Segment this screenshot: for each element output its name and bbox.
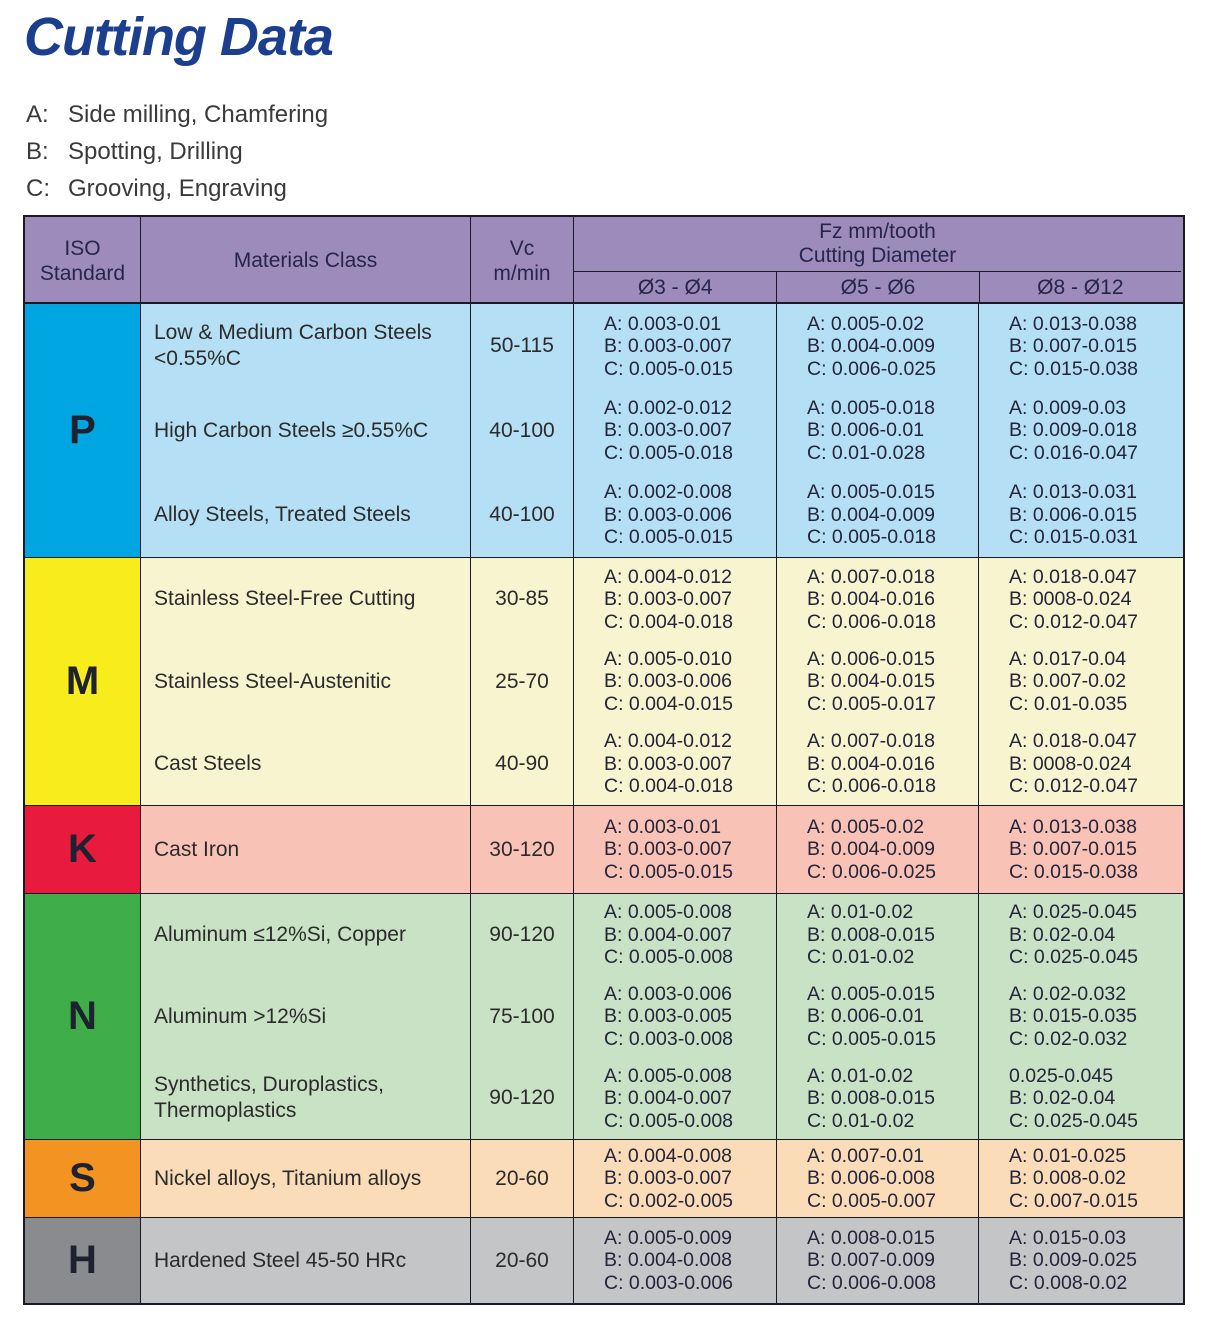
fz-line-b: B: 0.004-0.009 — [807, 335, 935, 357]
fz-cell-d8-d12 — [978, 640, 1181, 722]
legend-label: Grooving, Engraving — [68, 175, 287, 203]
material-cell: Synthetics, Duroplastics, Thermoplastics — [140, 1057, 470, 1139]
header-fz-line1: Fz mm/tooth — [819, 220, 936, 244]
table-row — [140, 806, 1183, 893]
section-p — [25, 304, 1183, 557]
fz-cell-d3-d4 — [573, 1218, 776, 1303]
fz-line-a: A: 0.004-0.012 — [604, 565, 732, 588]
fz-line-b: B: 0.003-0.006 — [604, 670, 732, 693]
fz-line-b: B: 0.003-0.006 — [604, 503, 732, 526]
table-row — [140, 473, 1183, 557]
legend-line-a — [26, 96, 1207, 133]
section-s — [25, 1139, 1183, 1217]
table-row — [140, 558, 1183, 640]
fz-cell-d5-d6 — [776, 388, 978, 472]
fz-line-c: C: 0.005-0.015 — [604, 357, 734, 380]
fz-line-c: C: 0.015-0.031 — [1009, 526, 1139, 549]
fz-cell-d8-d12 — [978, 806, 1181, 893]
fz-line-a: A: 0.003-0.01 — [604, 312, 722, 335]
vc-cell: 75-100 — [470, 976, 573, 1058]
fz-line-b: B: 0.006-0.008 — [807, 1167, 935, 1190]
fz-cell-d3-d4 — [573, 723, 776, 805]
legend — [26, 96, 1207, 207]
fz-line-c: C: 0.016-0.047 — [1009, 441, 1139, 464]
fz-line-b: B: 0.007-0.015 — [1009, 838, 1137, 861]
fz-line-c: C: 0.02-0.032 — [1009, 1027, 1128, 1050]
fz-line-a: A: 0.013-0.038 — [1009, 312, 1137, 335]
fz-line-a: A: 0.015-0.03 — [1009, 1226, 1127, 1249]
fz-line-a: A: 0.013-0.038 — [1009, 815, 1137, 838]
fz-line-c: C: 0.015-0.038 — [1009, 860, 1139, 883]
material-cell: Low & Medium Carbon Steels <0.55%C — [140, 304, 470, 388]
section-k — [25, 805, 1183, 893]
fz-line-a: A: 0.005-0.010 — [604, 647, 732, 670]
fz-cell-d5-d6 — [776, 558, 978, 640]
table-row — [140, 304, 1183, 388]
fz-line-b: B: 0.008-0.02 — [1009, 1167, 1127, 1190]
fz-line-b: B: 0.004-0.008 — [604, 1249, 732, 1272]
fz-line-b: B: 0.006-0.015 — [1009, 503, 1137, 526]
fz-line-c: C: 0.004-0.018 — [604, 775, 734, 798]
fz-line-b: B: 0.003-0.007 — [604, 838, 732, 861]
vc-cell: 30-120 — [470, 806, 573, 893]
fz-line-c: C: 0.012-0.047 — [1009, 610, 1139, 633]
vc-cell: 50-115 — [470, 304, 573, 388]
fz-cell-d5-d6 — [776, 723, 978, 805]
vc-cell: 40-100 — [470, 388, 573, 472]
fz-line-b: B: 0.004-0.009 — [807, 838, 935, 861]
fz-line-c: C: 0.005-0.017 — [807, 692, 937, 715]
fz-line-b: B: 0.006-0.01 — [807, 419, 925, 442]
legend-label: Side milling, Chamfering — [68, 101, 329, 129]
material-cell: Alloy Steels, Treated Steels — [140, 473, 470, 557]
header-iso-line2: Standard — [39, 261, 126, 285]
fz-line-c: C: 0.006-0.025 — [807, 860, 937, 883]
fz-cell-d5-d6 — [776, 894, 978, 976]
fz-line-b: B: 0.02-0.04 — [1009, 923, 1116, 946]
fz-cell-d8-d12 — [978, 473, 1181, 557]
header-fz-title — [574, 217, 1181, 271]
fz-cell-d8-d12 — [978, 1218, 1181, 1303]
fz-cell-d3-d4 — [573, 304, 776, 388]
fz-line-c: C: 0.006-0.018 — [807, 775, 937, 798]
fz-line-a: A: 0.002-0.008 — [604, 481, 732, 504]
fz-cell-d8-d12 — [978, 976, 1181, 1058]
fz-line-b: B: 0.003-0.007 — [604, 588, 732, 610]
fz-line-b: B: 0.004-0.009 — [807, 503, 935, 526]
fz-line-a: A: 0.005-0.02 — [807, 815, 925, 838]
fz-line-c: C: 0.01-0.02 — [807, 1109, 915, 1132]
header-diameter-8-12: Ø8 - Ø12 — [979, 272, 1181, 304]
iso-letter-k: K — [25, 806, 140, 893]
table-row — [140, 388, 1183, 472]
fz-cell-d8-d12 — [978, 723, 1181, 805]
fz-line-a: A: 0.009-0.03 — [1009, 396, 1127, 419]
fz-cell-d5-d6 — [776, 304, 978, 388]
fz-line-b: B: 0.009-0.025 — [1009, 1249, 1137, 1272]
fz-line-c: C: 0.005-0.008 — [604, 1109, 734, 1132]
header-materials-class: Materials Class — [140, 217, 470, 304]
header-vc-line1: Vc — [509, 236, 535, 260]
fz-line-a: A: 0.017-0.04 — [1009, 647, 1127, 670]
fz-line-a: A: 0.005-0.009 — [604, 1226, 732, 1249]
fz-line-b: B: 0.015-0.035 — [1009, 1005, 1137, 1028]
legend-line-c — [26, 170, 1207, 207]
header-iso-standard — [25, 217, 140, 304]
fz-line-c: C: 0.005-0.018 — [604, 441, 734, 464]
iso-letter-p: P — [25, 304, 140, 557]
section-h — [25, 1217, 1183, 1303]
fz-line-b: B: 0.003-0.007 — [604, 1167, 732, 1190]
header-diameter-3-4: Ø3 - Ø4 — [637, 276, 713, 300]
fz-line-a: 0.025-0.045 — [1009, 1064, 1114, 1087]
fz-cell-d5-d6 — [776, 1057, 978, 1139]
fz-line-b: B: 0.003-0.007 — [604, 752, 732, 775]
fz-line-c: C: 0.006-0.025 — [807, 357, 937, 380]
vc-cell: 90-120 — [470, 1057, 573, 1139]
fz-line-c: C: 0.007-0.015 — [1009, 1189, 1139, 1212]
fz-cell-d3-d4 — [573, 640, 776, 722]
fz-cell-d8-d12 — [978, 1057, 1181, 1139]
fz-line-a: A: 0.006-0.015 — [807, 647, 935, 670]
fz-line-b: B: 0008-0.024 — [1009, 588, 1132, 610]
fz-cell-d3-d4 — [573, 1057, 776, 1139]
table-row — [140, 894, 1183, 976]
fz-cell-d5-d6 — [776, 640, 978, 722]
material-cell: Cast Steels — [140, 723, 470, 805]
fz-cell-d5-d6 — [776, 1218, 978, 1303]
material-cell: Hardened Steel 45-50 HRc — [140, 1218, 470, 1303]
fz-line-a: A: 0.007-0.018 — [807, 565, 935, 588]
fz-cell-d5-d6 — [776, 976, 978, 1058]
fz-line-b: B: 0.004-0.016 — [807, 588, 935, 610]
fz-line-a: A: 0.005-0.015 — [807, 982, 935, 1005]
fz-line-b: B: 0.008-0.015 — [807, 1087, 935, 1110]
legend-key: C: — [26, 175, 50, 203]
iso-letter-m: M — [25, 558, 140, 805]
material-cell: Aluminum ≤12%Si, Copper — [140, 894, 470, 976]
legend-key: A: — [26, 101, 49, 129]
header-vc-line2: m/min — [493, 261, 551, 285]
fz-line-c: C: 0.01-0.028 — [807, 441, 926, 464]
header-fz-line2: Cutting Diameter — [798, 244, 957, 268]
table-row — [140, 1057, 1183, 1139]
vc-cell: 90-120 — [470, 894, 573, 976]
fz-line-c: C: 0.012-0.047 — [1009, 775, 1139, 798]
fz-line-b: B: 0.004-0.015 — [807, 670, 935, 693]
fz-line-b: B: 0.004-0.007 — [604, 1087, 732, 1110]
fz-line-a: A: 0.008-0.015 — [807, 1226, 935, 1249]
fz-line-b: B: 0.003-0.007 — [604, 419, 732, 442]
fz-line-c: C: 0.006-0.018 — [807, 610, 937, 633]
fz-line-b: B: 0.009-0.018 — [1009, 419, 1137, 442]
fz-line-a: A: 0.004-0.012 — [604, 730, 732, 753]
fz-line-a: A: 0.02-0.032 — [1009, 982, 1127, 1005]
iso-letter-n: N — [25, 894, 140, 1139]
fz-line-b: B: 0.007-0.02 — [1009, 670, 1127, 693]
vc-cell: 20-60 — [470, 1140, 573, 1217]
fz-line-a: A: 0.005-0.008 — [604, 1064, 732, 1087]
fz-line-c: C: 0.003-0.008 — [604, 1027, 734, 1050]
fz-line-b: B: 0.02-0.04 — [1009, 1087, 1116, 1110]
fz-line-c: C: 0.004-0.015 — [604, 692, 734, 715]
header-diameter-5-6: Ø5 - Ø6 — [776, 272, 978, 304]
table-row — [140, 723, 1183, 805]
fz-line-b: B: 0.007-0.015 — [1009, 335, 1137, 357]
fz-cell-d3-d4 — [573, 976, 776, 1058]
legend-label: Spotting, Drilling — [68, 138, 243, 166]
material-cell: Aluminum >12%Si — [140, 976, 470, 1058]
fz-cell-d3-d4 — [573, 1140, 776, 1217]
fz-line-b: B: 0008-0.024 — [1009, 752, 1132, 775]
table-row — [140, 1140, 1183, 1217]
vc-cell: 40-90 — [470, 723, 573, 805]
fz-line-b: B: 0.004-0.016 — [807, 752, 935, 775]
header-diameter-row — [574, 271, 1181, 304]
fz-cell-d5-d6 — [776, 1140, 978, 1217]
fz-line-a: A: 0.003-0.01 — [604, 815, 722, 838]
iso-letter-h: H — [25, 1218, 140, 1303]
fz-line-a: A: 0.018-0.047 — [1009, 730, 1137, 753]
page — [0, 6, 1207, 1322]
fz-cell-d8-d12 — [978, 894, 1181, 976]
fz-line-c: C: 0.005-0.015 — [604, 860, 734, 883]
fz-cell-d8-d12 — [978, 1140, 1181, 1217]
legend-line-b — [26, 133, 1207, 170]
fz-line-a: A: 0.01-0.025 — [1009, 1144, 1127, 1167]
table-header — [25, 217, 1183, 304]
material-cell: Stainless Steel-Free Cutting — [140, 558, 470, 640]
fz-line-c: C: 0.025-0.045 — [1009, 946, 1139, 969]
iso-letter-s: S — [25, 1140, 140, 1217]
fz-line-a: A: 0.007-0.018 — [807, 730, 935, 753]
fz-line-b: B: 0.008-0.015 — [807, 923, 935, 946]
fz-line-c: C: 0.01-0.02 — [807, 946, 915, 969]
fz-line-b: B: 0.004-0.007 — [604, 923, 732, 946]
material-cell: Stainless Steel-Austenitic — [140, 640, 470, 722]
fz-line-c: C: 0.005-0.018 — [807, 526, 937, 549]
fz-line-c: C: 0.025-0.045 — [1009, 1109, 1139, 1132]
fz-cell-d3-d4 — [573, 894, 776, 976]
fz-line-a: A: 0.005-0.008 — [604, 901, 732, 924]
fz-cell-d8-d12 — [978, 558, 1181, 640]
cutting-data-table — [23, 215, 1185, 1305]
table-row — [140, 976, 1183, 1058]
vc-cell: 25-70 — [470, 640, 573, 722]
fz-line-a: A: 0.01-0.02 — [807, 1064, 914, 1087]
fz-line-a: A: 0.002-0.012 — [604, 396, 732, 419]
fz-line-a: A: 0.013-0.031 — [1009, 481, 1137, 504]
fz-cell-d3-d4 — [573, 806, 776, 893]
fz-line-b: B: 0.003-0.007 — [604, 335, 732, 357]
fz-line-a: A: 0.004-0.008 — [604, 1144, 732, 1167]
vc-cell: 20-60 — [470, 1218, 573, 1303]
header-fz-group — [573, 217, 1181, 304]
material-cell: Cast Iron — [140, 806, 470, 893]
page-title: Cutting Data — [24, 7, 333, 67]
fz-line-a: A: 0.018-0.047 — [1009, 565, 1137, 588]
table-row — [140, 640, 1183, 722]
table-row — [140, 1218, 1183, 1303]
legend-key: B: — [26, 138, 49, 166]
section-n — [25, 893, 1183, 1139]
fz-line-c: C: 0.008-0.02 — [1009, 1271, 1128, 1294]
fz-line-c: C: 0.006-0.008 — [807, 1271, 937, 1294]
fz-line-c: C: 0.003-0.006 — [604, 1271, 734, 1294]
material-cell: High Carbon Steels ≥0.55%C — [140, 388, 470, 472]
fz-line-a: A: 0.003-0.006 — [604, 982, 732, 1005]
fz-line-a: A: 0.025-0.045 — [1009, 901, 1137, 924]
fz-line-a: A: 0.005-0.015 — [807, 481, 935, 504]
fz-line-a: A: 0.01-0.02 — [807, 901, 914, 924]
fz-line-c: C: 0.002-0.005 — [604, 1189, 734, 1212]
header-vc — [470, 217, 573, 304]
section-m — [25, 557, 1183, 805]
header-iso-line1: ISO — [64, 236, 101, 260]
fz-line-b: B: 0.003-0.005 — [604, 1005, 732, 1028]
fz-line-c: C: 0.005-0.007 — [807, 1189, 937, 1212]
vc-cell: 30-85 — [470, 558, 573, 640]
fz-line-c: C: 0.01-0.035 — [1009, 692, 1128, 715]
fz-cell-d3-d4 — [573, 558, 776, 640]
fz-line-b: B: 0.006-0.01 — [807, 1005, 925, 1028]
fz-line-c: C: 0.005-0.015 — [604, 526, 734, 549]
fz-line-c: C: 0.005-0.015 — [807, 1027, 937, 1050]
fz-cell-d8-d12 — [978, 304, 1181, 388]
material-cell: Nickel alloys, Titanium alloys — [140, 1140, 470, 1217]
fz-line-b: B: 0.007-0.009 — [807, 1249, 935, 1272]
fz-line-a: A: 0.007-0.01 — [807, 1144, 925, 1167]
fz-cell-d3-d4 — [573, 388, 776, 472]
fz-line-c: C: 0.015-0.038 — [1009, 357, 1139, 380]
fz-cell-d3-d4 — [573, 473, 776, 557]
fz-line-c: C: 0.004-0.018 — [604, 610, 734, 633]
fz-cell-d5-d6 — [776, 473, 978, 557]
fz-cell-d8-d12 — [978, 388, 1181, 472]
fz-cell-d5-d6 — [776, 806, 978, 893]
fz-line-c: C: 0.005-0.008 — [604, 946, 734, 969]
fz-line-a: A: 0.005-0.018 — [807, 396, 935, 419]
vc-cell: 40-100 — [470, 473, 573, 557]
fz-line-a: A: 0.005-0.02 — [807, 312, 925, 335]
